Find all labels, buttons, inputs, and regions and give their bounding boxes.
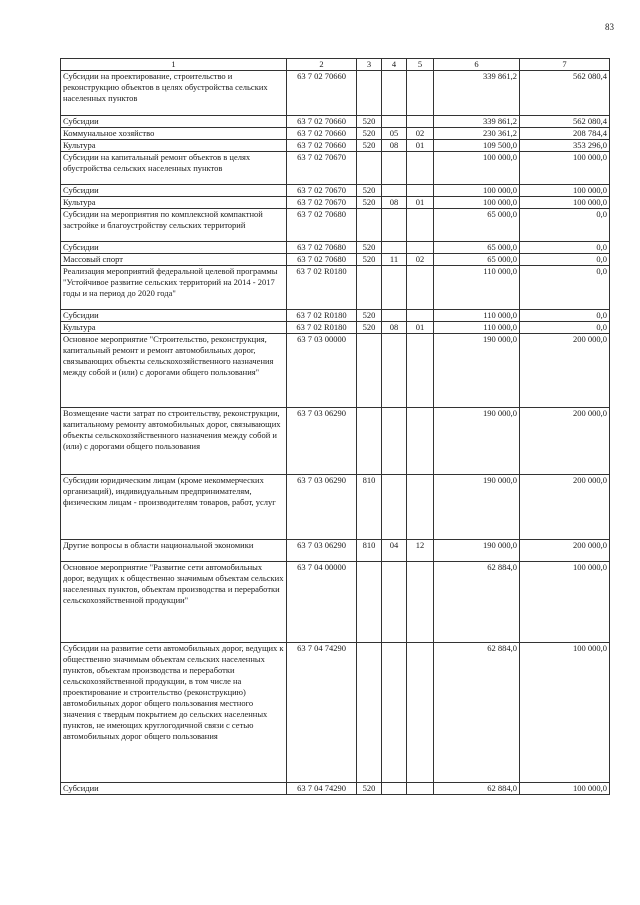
row-code-cell: 63 7 02 R0180 bbox=[287, 310, 357, 322]
row-name-cell: Субсидии bbox=[61, 185, 287, 197]
table-row bbox=[61, 128, 610, 140]
row-amount-2-cell: 100 000,0 bbox=[520, 643, 610, 783]
row-name-cell: Субсидии bbox=[61, 116, 287, 128]
row-amount-2-cell: 0,0 bbox=[520, 266, 610, 310]
row-vr-cell: 520 bbox=[357, 116, 382, 128]
row-code-cell: 63 7 02 70680 bbox=[287, 209, 357, 242]
row-amount-1-cell: 230 361,2 bbox=[434, 128, 520, 140]
row-pr-cell bbox=[407, 643, 434, 783]
row-name-cell: Основное мероприятие "Строительство, реконструкция, капитальный ремонт и ремонт автомобильных дорог, связывающих объекты сельскохозяйственного назначения между собой и (или) с дорогами общего пользования" bbox=[61, 334, 287, 408]
column-header: 5 bbox=[407, 59, 434, 71]
row-amount-2-cell: 100 000,0 bbox=[520, 197, 610, 209]
row-vr-cell: 520 bbox=[357, 185, 382, 197]
table-body bbox=[61, 71, 610, 795]
row-amount-1-cell: 109 500,0 bbox=[434, 140, 520, 152]
row-vr-cell: 520 bbox=[357, 242, 382, 254]
row-rz-cell bbox=[382, 152, 407, 185]
row-name-cell: Возмещение части затрат по строительству, реконструкции, капитальному ремонту автомобильных дорог, связывающих объекты сельскохозяйственного назначения между собой и (или) с дорогами общего пользования bbox=[61, 408, 287, 475]
table-row bbox=[61, 322, 610, 334]
row-vr-cell: 520 bbox=[357, 140, 382, 152]
row-code-cell: 63 7 02 70660 bbox=[287, 128, 357, 140]
column-header: 2 bbox=[287, 59, 357, 71]
column-header: 6 bbox=[434, 59, 520, 71]
table-row bbox=[61, 209, 610, 242]
row-pr-cell bbox=[407, 185, 434, 197]
row-code-cell: 63 7 02 70660 bbox=[287, 116, 357, 128]
row-amount-2-cell: 0,0 bbox=[520, 310, 610, 322]
row-amount-2-cell: 0,0 bbox=[520, 242, 610, 254]
row-amount-1-cell: 110 000,0 bbox=[434, 266, 520, 310]
row-pr-cell bbox=[407, 310, 434, 322]
row-code-cell: 63 7 03 06290 bbox=[287, 408, 357, 475]
row-rz-cell bbox=[382, 266, 407, 310]
row-rz-cell: 05 bbox=[382, 128, 407, 140]
table-row bbox=[61, 71, 610, 116]
row-name-cell: Субсидии юридическим лицам (кроме некоммерческих организаций), индивидуальным предпринимателям, физическим лицам - производителям товаров, работ, услуг bbox=[61, 475, 287, 540]
table-header-row bbox=[61, 59, 610, 71]
row-rz-cell bbox=[382, 783, 407, 795]
row-rz-cell: 04 bbox=[382, 540, 407, 562]
row-amount-2-cell: 200 000,0 bbox=[520, 475, 610, 540]
row-code-cell: 63 7 02 70670 bbox=[287, 185, 357, 197]
table-row bbox=[61, 152, 610, 185]
row-amount-1-cell: 190 000,0 bbox=[434, 408, 520, 475]
row-code-cell: 63 7 02 70670 bbox=[287, 152, 357, 185]
row-pr-cell bbox=[407, 408, 434, 475]
row-amount-1-cell: 65 000,0 bbox=[434, 254, 520, 266]
table-row bbox=[61, 254, 610, 266]
row-rz-cell bbox=[382, 71, 407, 116]
row-amount-2-cell: 200 000,0 bbox=[520, 408, 610, 475]
row-amount-2-cell: 100 000,0 bbox=[520, 783, 610, 795]
row-amount-2-cell: 0,0 bbox=[520, 322, 610, 334]
row-pr-cell bbox=[407, 152, 434, 185]
row-amount-2-cell: 0,0 bbox=[520, 209, 610, 242]
row-amount-2-cell: 100 000,0 bbox=[520, 152, 610, 185]
table-row bbox=[61, 116, 610, 128]
row-vr-cell: 520 bbox=[357, 322, 382, 334]
row-vr-cell: 810 bbox=[357, 540, 382, 562]
row-code-cell: 63 7 02 70680 bbox=[287, 254, 357, 266]
row-rz-cell bbox=[382, 209, 407, 242]
row-amount-1-cell: 62 884,0 bbox=[434, 643, 520, 783]
row-vr-cell: 520 bbox=[357, 310, 382, 322]
table-row bbox=[61, 310, 610, 322]
row-amount-1-cell: 190 000,0 bbox=[434, 334, 520, 408]
row-name-cell: Субсидии на развитие сети автомобильных дорог, ведущих к общественно значимым объектам сельских населенных пунктов, объектам производства и переработки сельскохозяйственной продукции, в том числе на проектирование и строительство (реконструкцию) автомобильных дорог общего пользования местного значения с твердым покрытием до сельских населенных пунктов, не имеющих круглогодичной связи с сетью автомобильных дорог общего пользования bbox=[61, 643, 287, 783]
row-amount-2-cell: 208 784,4 bbox=[520, 128, 610, 140]
row-pr-cell bbox=[407, 562, 434, 643]
row-rz-cell bbox=[382, 475, 407, 540]
row-vr-cell: 520 bbox=[357, 783, 382, 795]
row-vr-cell: 520 bbox=[357, 197, 382, 209]
row-rz-cell: 11 bbox=[382, 254, 407, 266]
row-pr-cell bbox=[407, 71, 434, 116]
row-name-cell: Культура bbox=[61, 322, 287, 334]
row-rz-cell bbox=[382, 242, 407, 254]
row-pr-cell: 12 bbox=[407, 540, 434, 562]
row-amount-1-cell: 100 000,0 bbox=[434, 152, 520, 185]
table-row bbox=[61, 140, 610, 152]
row-name-cell: Субсидии на мероприятия по комплексной компактной застройке и благоустройству сельских территорий bbox=[61, 209, 287, 242]
row-name-cell: Субсидии на капитальный ремонт объектов в целях обустройства сельских населенных пунктов bbox=[61, 152, 287, 185]
table-row bbox=[61, 562, 610, 643]
row-name-cell: Субсидии bbox=[61, 310, 287, 322]
row-code-cell: 63 7 04 74290 bbox=[287, 643, 357, 783]
row-rz-cell bbox=[382, 116, 407, 128]
row-amount-1-cell: 65 000,0 bbox=[434, 209, 520, 242]
row-rz-cell bbox=[382, 310, 407, 322]
row-vr-cell: 520 bbox=[357, 128, 382, 140]
row-vr-cell bbox=[357, 408, 382, 475]
column-header: 7 bbox=[520, 59, 610, 71]
row-pr-cell: 02 bbox=[407, 254, 434, 266]
row-vr-cell bbox=[357, 643, 382, 783]
row-amount-1-cell: 62 884,0 bbox=[434, 783, 520, 795]
row-rz-cell bbox=[382, 334, 407, 408]
row-amount-1-cell: 110 000,0 bbox=[434, 310, 520, 322]
row-code-cell: 63 7 03 06290 bbox=[287, 475, 357, 540]
row-code-cell: 63 7 04 74290 bbox=[287, 783, 357, 795]
row-rz-cell bbox=[382, 185, 407, 197]
table-row bbox=[61, 185, 610, 197]
row-amount-2-cell: 100 000,0 bbox=[520, 185, 610, 197]
row-amount-2-cell: 200 000,0 bbox=[520, 540, 610, 562]
row-amount-1-cell: 65 000,0 bbox=[434, 242, 520, 254]
row-name-cell: Субсидии bbox=[61, 242, 287, 254]
row-amount-1-cell: 339 861,2 bbox=[434, 116, 520, 128]
row-pr-cell: 02 bbox=[407, 128, 434, 140]
row-pr-cell bbox=[407, 209, 434, 242]
row-name-cell: Культура bbox=[61, 197, 287, 209]
row-name-cell: Другие вопросы в области национальной экономики bbox=[61, 540, 287, 562]
row-name-cell: Субсидии на проектирование, строительство и реконструкцию объектов в целях обустройства сельских населенных пунктов bbox=[61, 71, 287, 116]
row-pr-cell bbox=[407, 334, 434, 408]
table-row bbox=[61, 408, 610, 475]
table-row bbox=[61, 783, 610, 795]
row-pr-cell: 01 bbox=[407, 197, 434, 209]
row-code-cell: 63 7 03 06290 bbox=[287, 540, 357, 562]
column-header: 4 bbox=[382, 59, 407, 71]
row-name-cell: Субсидии bbox=[61, 783, 287, 795]
row-vr-cell bbox=[357, 71, 382, 116]
row-code-cell: 63 7 02 70660 bbox=[287, 71, 357, 116]
row-amount-2-cell: 562 080,4 bbox=[520, 71, 610, 116]
row-rz-cell: 08 bbox=[382, 197, 407, 209]
row-amount-1-cell: 100 000,0 bbox=[434, 185, 520, 197]
row-name-cell: Массовый спорт bbox=[61, 254, 287, 266]
row-pr-cell: 01 bbox=[407, 322, 434, 334]
row-amount-2-cell: 200 000,0 bbox=[520, 334, 610, 408]
row-amount-2-cell: 353 296,0 bbox=[520, 140, 610, 152]
row-vr-cell: 520 bbox=[357, 254, 382, 266]
row-code-cell: 63 7 03 00000 bbox=[287, 334, 357, 408]
row-name-cell: Основное мероприятие "Развитие сети автомобильных дорог, ведущих к общественно значимым объектам сельских населенных пунктов, объектам производства и переработки сельскохозяйственной продукции" bbox=[61, 562, 287, 643]
table-row bbox=[61, 266, 610, 310]
row-name-cell: Реализация мероприятий федеральной целевой программы "Устойчивое развитие сельских территорий на 2014 - 2017 годы и на период до 2020 года" bbox=[61, 266, 287, 310]
row-code-cell: 63 7 02 70670 bbox=[287, 197, 357, 209]
row-code-cell: 63 7 02 70680 bbox=[287, 242, 357, 254]
row-pr-cell bbox=[407, 783, 434, 795]
row-amount-1-cell: 62 884,0 bbox=[434, 562, 520, 643]
row-amount-1-cell: 190 000,0 bbox=[434, 475, 520, 540]
table-row bbox=[61, 643, 610, 783]
column-header: 3 bbox=[357, 59, 382, 71]
row-name-cell: Культура bbox=[61, 140, 287, 152]
row-vr-cell bbox=[357, 266, 382, 310]
column-header: 1 bbox=[61, 59, 287, 71]
table-row bbox=[61, 475, 610, 540]
row-amount-2-cell: 562 080,4 bbox=[520, 116, 610, 128]
row-amount-1-cell: 190 000,0 bbox=[434, 540, 520, 562]
row-vr-cell bbox=[357, 562, 382, 643]
table-row bbox=[61, 242, 610, 254]
row-code-cell: 63 7 02 R0180 bbox=[287, 322, 357, 334]
row-rz-cell bbox=[382, 643, 407, 783]
table-row bbox=[61, 197, 610, 209]
row-pr-cell bbox=[407, 475, 434, 540]
row-code-cell: 63 7 02 70660 bbox=[287, 140, 357, 152]
budget-table bbox=[60, 58, 610, 795]
row-pr-cell bbox=[407, 116, 434, 128]
row-name-cell: Коммунальное хозяйство bbox=[61, 128, 287, 140]
row-rz-cell: 08 bbox=[382, 322, 407, 334]
row-amount-1-cell: 339 861,2 bbox=[434, 71, 520, 116]
row-rz-cell bbox=[382, 408, 407, 475]
row-rz-cell: 08 bbox=[382, 140, 407, 152]
row-code-cell: 63 7 02 R0180 bbox=[287, 266, 357, 310]
row-amount-1-cell: 100 000,0 bbox=[434, 197, 520, 209]
row-amount-1-cell: 110 000,0 bbox=[434, 322, 520, 334]
row-vr-cell: 810 bbox=[357, 475, 382, 540]
row-vr-cell bbox=[357, 152, 382, 185]
row-pr-cell bbox=[407, 266, 434, 310]
page-number: 83 bbox=[605, 22, 614, 32]
row-amount-2-cell: 100 000,0 bbox=[520, 562, 610, 643]
row-amount-2-cell: 0,0 bbox=[520, 254, 610, 266]
table-row bbox=[61, 540, 610, 562]
row-vr-cell bbox=[357, 209, 382, 242]
row-vr-cell bbox=[357, 334, 382, 408]
row-code-cell: 63 7 04 00000 bbox=[287, 562, 357, 643]
row-pr-cell bbox=[407, 242, 434, 254]
row-pr-cell: 01 bbox=[407, 140, 434, 152]
row-rz-cell bbox=[382, 562, 407, 643]
table-row bbox=[61, 334, 610, 408]
